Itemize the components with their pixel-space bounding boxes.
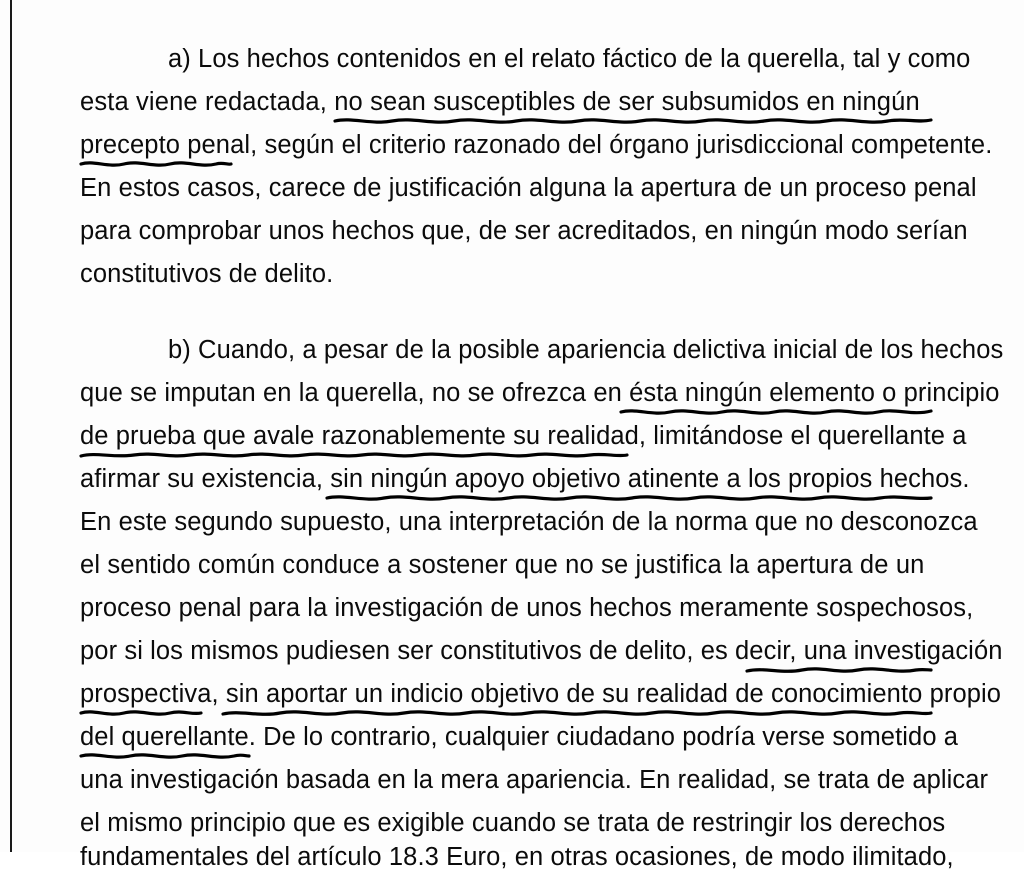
top-spacer [80, 0, 932, 38]
text-line-content: prospectiva, sin aportar un indicio objetivo de su realidad de conocimiento propio [80, 680, 1002, 708]
text-line [80, 372, 1000, 415]
text-line [80, 673, 1002, 716]
text-line: constitutivos de delito. [80, 260, 334, 288]
text-line: el mismo principio que es exigible cuando se trata de restringir los derechos [80, 809, 946, 837]
text-line [80, 124, 993, 167]
text-line-content: afirmar su existencia, sin ningún apoyo objetivo atinente a los propios hechos. [80, 465, 970, 493]
text-line-content: precepto penal, según el criterio razonado del órgano jurisdiccional competente. [80, 131, 993, 159]
text-line: proceso penal para la investigación de unos hechos meramente sospechosos, [80, 594, 974, 622]
paragraph-gap [80, 296, 932, 329]
paragraph-a [80, 38, 993, 296]
text-line-content: que se imputan en la querella, no se ofrezca en ésta ningún elemento o principio [80, 379, 1000, 407]
scan-edge-line [10, 0, 12, 852]
text-line [80, 81, 932, 124]
text-column [80, 0, 1004, 852]
text-line: una investigación basada en la mera apariencia. En realidad, se trata de aplicar [80, 766, 989, 794]
text-line [80, 630, 1003, 673]
text-line [80, 716, 959, 759]
text-line [80, 458, 970, 501]
text-line: fundamentales del artículo 18.3 Euro, en otras ocasiones, de modo ilimitado, [80, 843, 954, 871]
clipped-bottom-line [80, 838, 954, 871]
text-line [80, 544, 932, 587]
text-line: b) Cuando, a pesar de la posible apariencia delictiva inicial de los hechos [168, 336, 1004, 364]
text-line: para comprobar unos hechos que, de ser acreditados, en ningún modo serían [80, 217, 968, 245]
text-line: En este segundo supuesto, una interpretación de la norma que no desconozca [80, 508, 978, 536]
text-line-content: de prueba que avale razonablemente su realidad, limitándose el querellante a [80, 422, 967, 450]
text-line: En estos casos, carece de justificación alguna la apertura de un proceso penal [80, 174, 977, 202]
text-line [80, 415, 967, 458]
text-line-content: esta viene redactada, no sean susceptibles de ser subsumidos en ningún [80, 88, 920, 116]
text-line: a) Los hechos contenidos en el relato fáctico de la querella, tal y como [168, 45, 971, 73]
text-line-content: del querellante. De lo contrario, cualquier ciudadano podría verse sometido a [80, 723, 959, 751]
text-line-content: el sentido común conduce a sostener que no se justifica la apertura de un [80, 551, 925, 579]
paragraph-b [80, 329, 1004, 845]
text-line-content: por si los mismos pudiesen ser constitutivos de delito, es decir, una investigación [80, 637, 1003, 665]
